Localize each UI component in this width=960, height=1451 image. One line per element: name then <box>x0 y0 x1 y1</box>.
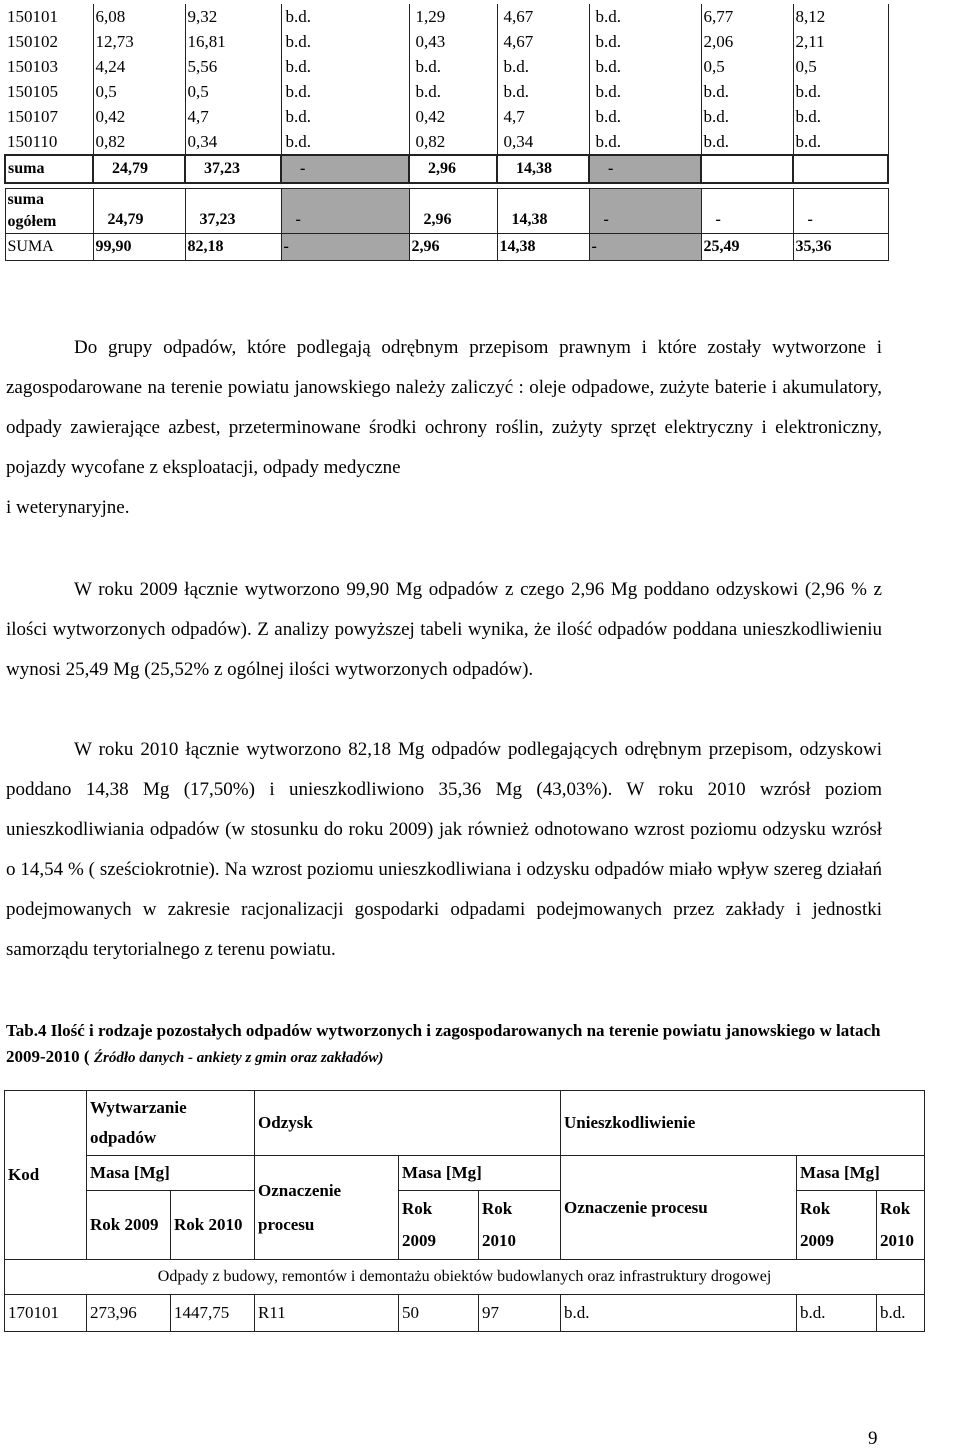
suma-ogolem-cell: - <box>281 189 409 234</box>
rok-label: Rok <box>402 1199 433 1218</box>
table-row <box>5 54 888 79</box>
table-cell: 0,5 <box>185 79 281 104</box>
header-unieszk-oznaczenie: Oznaczenie procesu <box>561 1156 797 1260</box>
table-cell: b.d. <box>701 129 793 155</box>
suma-cell: - <box>281 155 409 183</box>
paragraph-hazardous-groups-end: i weterynaryjne. <box>6 497 130 518</box>
table-cell: 0,34 <box>497 129 589 155</box>
cell-wytw-2009: 273,96 <box>87 1295 171 1332</box>
table-caption-main: Tab.4 Ilość i rodzaje pozostałych odpadów wytworzonych i zagospodarowanych na terenie powiatu janowskiego w latach 2009-2010 ( <box>6 1021 881 1066</box>
rok-label: Rok <box>800 1199 831 1218</box>
cell-wytw-2010: 1447,75 <box>171 1295 255 1332</box>
table-cell: b.d. <box>409 79 497 104</box>
table-cell: b.d. <box>589 79 701 104</box>
cell-odzysk-2009: 50 <box>399 1295 479 1332</box>
table-cell: b.d. <box>589 104 701 129</box>
cell-unieszk-2009: b.d. <box>797 1295 877 1332</box>
total-cell: SUMA <box>5 234 93 261</box>
table-cell: 4,67 <box>497 4 589 29</box>
cell-unieszk-2010: b.d. <box>877 1295 925 1332</box>
total-cell: 99,90 <box>93 234 185 261</box>
table-cell: 5,56 <box>185 54 281 79</box>
table-cell: b.d. <box>497 54 589 79</box>
header-odzysk-oznaczenie: Oznaczenie procesu <box>255 1156 399 1260</box>
table-row <box>5 129 888 155</box>
table-cell: b.d. <box>281 4 409 29</box>
table-cell: 4,7 <box>497 104 589 129</box>
table-row <box>5 104 888 129</box>
header-odzysk: Odzysk <box>255 1091 561 1156</box>
suma-cell: 14,38 <box>497 155 589 183</box>
rok-label: Rok <box>482 1199 513 1218</box>
suma-ogolem-row <box>5 189 888 234</box>
section-row: Odpady z budowy, remontów i demontażu obiektów budowlanych oraz infrastruktury drogowej <box>5 1260 925 1295</box>
table-cell: b.d. <box>589 29 701 54</box>
suma-empty-cell <box>793 155 888 183</box>
total-row <box>5 234 888 261</box>
table-cell: 150101 <box>5 4 93 29</box>
rok-label: Rok <box>880 1199 911 1218</box>
suma-ogolem-cell: - <box>701 189 793 234</box>
year-2010: 2010 <box>880 1231 915 1250</box>
table-cell: 150105 <box>5 79 93 104</box>
table-cell: 150103 <box>5 54 93 79</box>
table-cell: b.d. <box>701 104 793 129</box>
header-unieszk-rok2010 <box>877 1191 925 1260</box>
table-cell: 8,12 <box>793 4 888 29</box>
header-odzysk-rok2010 <box>479 1191 561 1260</box>
suma-ogolem-cell: - <box>793 189 888 234</box>
year-2010: 2010 <box>482 1231 517 1250</box>
header-unieszk-rok2009 <box>797 1191 877 1260</box>
table-cell: b.d. <box>793 79 888 104</box>
table-cell: 0,34 <box>185 129 281 155</box>
header-unieszk-masa: Masa [Mg] <box>797 1156 925 1191</box>
suma-row <box>5 155 888 183</box>
header-unieszkodliwienie: Unieszkodliwienie <box>561 1091 925 1156</box>
cell-odzysk-2010: 97 <box>479 1295 561 1332</box>
table-cell: 0,82 <box>409 129 497 155</box>
table-cell: 0,5 <box>93 79 185 104</box>
suma-cell: suma <box>5 155 93 183</box>
suma-cell: 2,96 <box>409 155 497 183</box>
total-cell: 25,49 <box>701 234 793 261</box>
total-cell: 2,96 <box>409 234 497 261</box>
suma-ogolem-cell: 2,96 <box>409 189 497 234</box>
table-cell: 16,81 <box>185 29 281 54</box>
paragraph-2009 <box>6 570 882 690</box>
table-cell: b.d. <box>281 129 409 155</box>
table-cell: 0,42 <box>93 104 185 129</box>
table-cell: b.d. <box>589 4 701 29</box>
table-4 <box>4 1090 925 1332</box>
year-2009: 2009 <box>402 1231 437 1250</box>
cell-odzysk-oznaczenie: R11 <box>255 1295 399 1332</box>
paragraph-2010 <box>6 730 882 970</box>
total-cell: 14,38 <box>497 234 589 261</box>
table-cell: b.d. <box>701 79 793 104</box>
table-caption <box>6 1018 886 1071</box>
table-cell: 9,32 <box>185 4 281 29</box>
table-cell: b.d. <box>589 54 701 79</box>
header-wytw-masa: Masa [Mg] <box>87 1156 255 1191</box>
table-cell: b.d. <box>589 129 701 155</box>
header-wytw-rok2010: Rok 2010 <box>171 1191 255 1260</box>
table-cell: 0,5 <box>793 54 888 79</box>
table-row <box>5 4 888 29</box>
suma-ogolem-cell: - <box>589 189 701 234</box>
suma-ogolem-cell: 24,79 <box>93 189 185 234</box>
table-cell: b.d. <box>793 104 888 129</box>
paragraph-2010-text: W roku 2010 łącznie wytworzono 82,18 Mg odpadów podlegających odrębnym przepisom, odzyskowi poddano 14,38 Mg (17,50%) i unieszkodliwiono 35,36 Mg (43,03%). W roku 2010 wzrósł poziom unieszkodliwiania odpadów (w stosunku do roku 2009) jak również odnotowano wzrost poziomu odzysku wzrósł o 14,54 % ( sześciokrotnie). Na wzrost poziomu unieszkodliwiana i odzysku odpadów miało wpływ szereg działań podejmowanych w zakresie racjonalizacji gospodarki odpadami podejmowanych przez zakłady i jednostki samorządu terytorialnego z terenu powiatu. <box>6 739 882 960</box>
table-cell: b.d. <box>281 79 409 104</box>
header-kod: Kod <box>5 1091 87 1260</box>
table-cell: 6,08 <box>93 4 185 29</box>
suma-ogolem-cell: 14,38 <box>497 189 589 234</box>
paragraph-hazardous-groups: Do grupy odpadów, które podlegają odrębnym przepisom prawnym i które zostały wytworzone i zagospodarowane na terenie powiatu janowskiego należy zaliczyć : oleje odpadowe, zużyte baterie i akumulatory, odpady zawierające azbest, przeterminowane środki ochrony roślin, zużyty sprzęt elektryczny i elektroniczny, pojazdy wycofane z eksploatacji, odpady medyczne <box>6 337 882 478</box>
table-cell: b.d. <box>409 54 497 79</box>
suma-cell: - <box>589 155 701 183</box>
table-cell: 0,43 <box>409 29 497 54</box>
intro-paragraph <box>6 328 882 528</box>
table-row <box>5 29 888 54</box>
cell-unieszk-oznaczenie: b.d. <box>561 1295 797 1332</box>
header-odzysk-masa: Masa [Mg] <box>399 1156 561 1191</box>
waste-top-table <box>4 4 889 261</box>
table-cell: 0,5 <box>701 54 793 79</box>
cell-kod: 170101 <box>5 1295 87 1332</box>
total-cell: - <box>589 234 701 261</box>
table-cell: b.d. <box>281 54 409 79</box>
header-wytw-rok2009: Rok 2009 <box>87 1191 171 1260</box>
suma-cell: 37,23 <box>185 155 281 183</box>
suma-ogolem-cell: 37,23 <box>185 189 281 234</box>
table-cell: 0,42 <box>409 104 497 129</box>
table-cell: 4,7 <box>185 104 281 129</box>
table-caption-source: Źródło danych - ankiety z gmin oraz zakładów) <box>93 1050 384 1066</box>
paragraph-2009-text: W roku 2009 łącznie wytworzono 99,90 Mg odpadów z czego 2,96 Mg poddano odzyskowi (2,96 % z ilości wytworzonych odpadów). Z analizy powyższej tabeli wynika, że ilość odpadów poddana unieszkodliwieniu wynosi 25,49 Mg (25,52% z ogólnej ilości wytworzonych odpadów). <box>6 579 882 680</box>
table-cell: 1,29 <box>409 4 497 29</box>
suma-empty-cell <box>701 155 793 183</box>
table-cell: b.d. <box>497 79 589 104</box>
table-cell: 6,77 <box>701 4 793 29</box>
total-cell: 82,18 <box>185 234 281 261</box>
table-cell: 0,82 <box>93 129 185 155</box>
table-cell: 150102 <box>5 29 93 54</box>
suma-ogolem-cell: suma ogółem <box>5 189 93 234</box>
header-odzysk-rok2009 <box>399 1191 479 1260</box>
year-2009: 2009 <box>800 1231 835 1250</box>
page-number: 9 <box>868 1428 878 1449</box>
table-cell: 150110 <box>5 129 93 155</box>
header-wytwarzanie: Wytwarzanie odpadów <box>87 1091 255 1156</box>
table-cell: 150107 <box>5 104 93 129</box>
table-cell: 2,11 <box>793 29 888 54</box>
table-cell: 4,24 <box>93 54 185 79</box>
table-cell: 12,73 <box>93 29 185 54</box>
total-cell: - <box>281 234 409 261</box>
table-cell: b.d. <box>281 104 409 129</box>
table-cell: b.d. <box>281 29 409 54</box>
table-row <box>5 79 888 104</box>
table-cell: b.d. <box>793 129 888 155</box>
suma-cell: 24,79 <box>93 155 185 183</box>
table-cell: 4,67 <box>497 29 589 54</box>
table-cell: 2,06 <box>701 29 793 54</box>
total-cell: 35,36 <box>793 234 888 261</box>
